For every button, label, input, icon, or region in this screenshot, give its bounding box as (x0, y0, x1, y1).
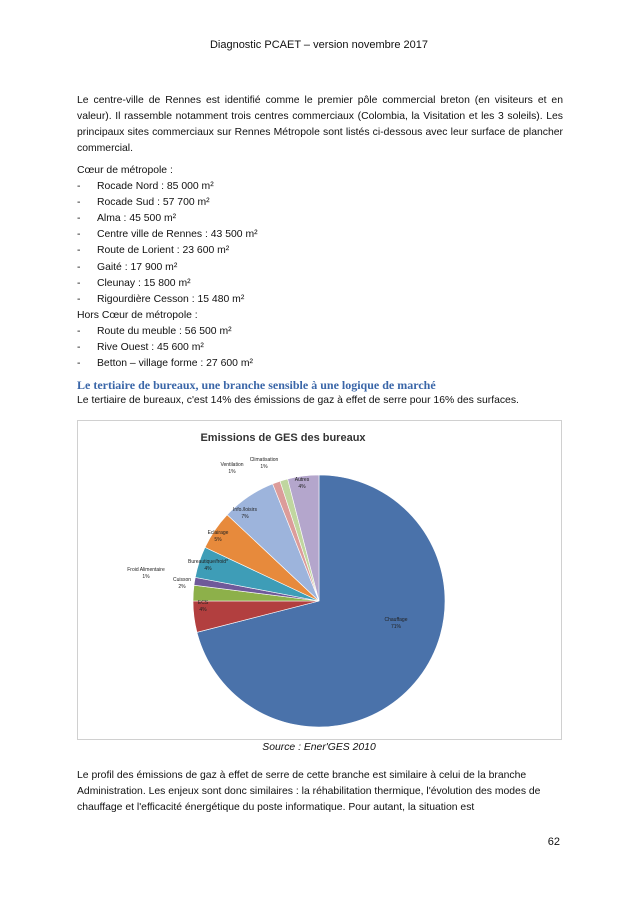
list-dash: - (77, 293, 81, 305)
hors-title: Hors Cœur de métropole : (77, 309, 198, 321)
list-item (77, 211, 563, 227)
list-item (77, 260, 563, 276)
list-item-text: Alma : 45 500 m² (97, 213, 177, 225)
list-item (77, 179, 563, 195)
page-number: 62 (547, 836, 560, 848)
section-title: Le tertiaire de bureaux, une branche sensible à une logique de marché (77, 378, 436, 392)
slice-name-label: Bureautique/froid* (187, 559, 229, 565)
list-dash: - (77, 197, 81, 209)
list-item (77, 243, 563, 259)
list-item (77, 276, 563, 292)
section-subtitle: Le tertiaire de bureaux, c'est 14% des émissions de gaz à effet de serre pour 16% des surfaces. (77, 395, 519, 406)
slice-value-label: 5% (214, 537, 222, 543)
slice-name-label: Autres (294, 477, 310, 483)
list-item-text: Centre ville de Rennes : 43 500 m² (97, 229, 258, 241)
slice-name-label: Cuisson (172, 577, 192, 583)
list-item-text: Route de Lorient : 23 600 m² (97, 245, 230, 257)
list-dash: - (77, 213, 81, 225)
list-item (77, 292, 563, 308)
list-item-text: Cleunay : 15 800 m² (97, 277, 191, 289)
list-dash: - (77, 358, 81, 370)
list-item (77, 340, 563, 356)
list-item-text: Betton – village forme : 27 600 m² (97, 358, 253, 370)
pie-chart (78, 421, 561, 739)
slice-name-label: Ventilation (220, 462, 244, 468)
list-item-text: Gaité : 17 900 m² (97, 261, 178, 273)
slice-value-label: 7% (241, 514, 249, 520)
slice-value-label: 71% (390, 624, 402, 630)
slice-value-label: 4% (204, 566, 212, 572)
coeur-title: Cœur de métropole : (77, 165, 173, 176)
slice-value-label: 4% (199, 607, 207, 613)
pie-chart-frame (77, 420, 562, 740)
slice-name-label: Info./loisirs (233, 507, 257, 513)
slice-name-label: Chauffage (384, 617, 408, 623)
list-item (77, 227, 563, 243)
list-item-text: Rive Ouest : 45 600 m² (97, 342, 204, 354)
slice-name-label: ECS (197, 600, 209, 606)
outro-text: Le profil des émissions de gaz à effet de serre de cette branche est similaire à celui de la branche Administration. Les enjeux sont donc similaires : la réhabilitation thermique, l'évolution des modes de chauffage et l'efficacité énergétique du poste informatique. Pour autant, la situation est (77, 770, 541, 814)
slice-value-label: 1% (260, 464, 268, 470)
intro-text: Le centre-ville de Rennes est identifié comme le premier pôle commercial breton (en visiteurs et en valeur). Il rassemble notamment trois centres commerciaux (Colombia, la Visitation et les 3 soleils). Les principaux sites commerciaux sur Rennes Métropole sont listés ci-dessous avec leur surface de plancher commercial. (77, 95, 563, 154)
slice-value-label: 4% (298, 484, 306, 490)
list-item-text: Rigourdière Cesson : 15 480 m² (97, 293, 245, 305)
list-item (77, 195, 563, 211)
pie-slices (193, 475, 445, 727)
slice-name-label: Climatisation (249, 457, 279, 463)
list-item-text: Rocade Nord : 85 000 m² (97, 181, 214, 193)
list-dash: - (77, 325, 81, 337)
list-item-text: Route du meuble : 56 500 m² (97, 325, 232, 337)
list-dash: - (77, 342, 81, 354)
intro-paragraph (77, 93, 563, 157)
slice-name-label: Eclairage (207, 530, 229, 536)
slice-value-label: 1% (142, 574, 150, 580)
coeur-list (77, 163, 563, 372)
page-header: Diagnostic PCAET – version novembre 2017 (209, 39, 429, 51)
slice-value-label: 2% (178, 584, 186, 590)
list-dash: - (77, 229, 81, 241)
list-dash: - (77, 261, 81, 273)
chart-source: Source : Ener'GES 2010 (262, 742, 376, 753)
slice-value-label: 1% (228, 469, 236, 475)
slice-name-label: Froid Alimentaire (127, 567, 165, 573)
list-dash: - (77, 277, 81, 289)
list-item (77, 356, 563, 372)
outro-paragraph (77, 768, 563, 817)
list-dash: - (77, 245, 81, 257)
chart-title: Emissions de GES des bureaux (200, 432, 366, 444)
list-dash: - (77, 181, 81, 193)
list-item-text: Rocade Sud : 57 700 m² (97, 197, 210, 209)
list-item (77, 324, 563, 340)
